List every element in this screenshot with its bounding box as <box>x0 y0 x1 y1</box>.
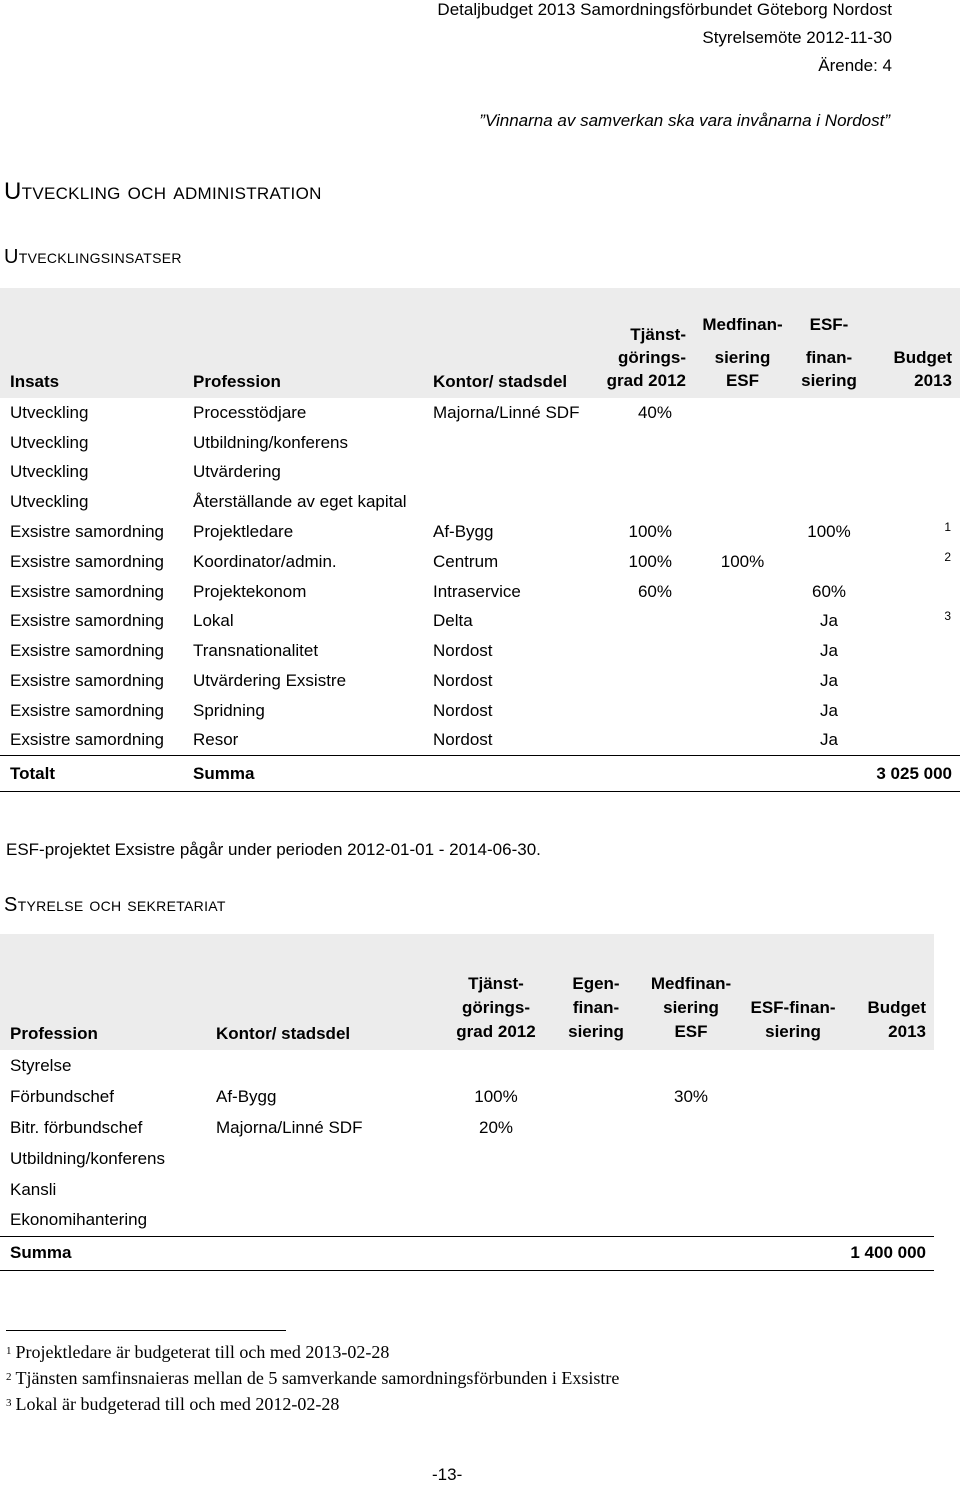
cell-esf-finansiering <box>744 1050 842 1081</box>
cell-profession: Processtödjare <box>193 402 307 422</box>
col-tjanst-line: görings- <box>462 998 530 1017</box>
cell-esf-finansiering <box>785 547 873 577</box>
col-egen-line: Egen- <box>572 974 620 993</box>
cell-medfinansiering: 30% <box>673 1086 709 1106</box>
total-summa: Summa <box>183 756 423 792</box>
cell-tjanstgoringsgrad <box>593 607 700 637</box>
cell-profession: Styrelse <box>10 1055 72 1075</box>
table-row <box>0 487 960 517</box>
cell-kontor <box>423 458 593 488</box>
cell-profession: Bitr. förbundschef <box>10 1117 143 1137</box>
cell-kontor <box>208 1050 438 1081</box>
col-tjanst-line: Tjänst- <box>630 325 686 344</box>
cell-tjanstgoringsgrad <box>593 666 700 696</box>
col-medfin-line: ESF <box>674 1022 708 1041</box>
cell-insats: Exsistre samordning <box>10 551 165 571</box>
cell-egenfinansiering <box>554 1205 638 1236</box>
col-egenfinansiering <box>554 934 638 1050</box>
cell-insats: Exsistre samordning <box>10 581 165 601</box>
cell-profession: Transnationalitet <box>193 641 319 661</box>
cell-profession: Kansli <box>10 1179 57 1199</box>
cell-profession: Projektekonom <box>193 581 307 601</box>
section-title: Utveckling och administration <box>4 178 322 205</box>
footnote-divider <box>6 1330 286 1331</box>
table-row <box>0 696 960 726</box>
cell-tjanstgoringsgrad <box>438 1050 554 1081</box>
cell-budget <box>873 577 960 607</box>
cell-kontor: Majorna/Linné SDF <box>216 1117 363 1137</box>
cell-tjanstgoringsgrad <box>593 487 700 517</box>
total-row <box>0 1236 934 1270</box>
cell-kontor <box>208 1174 438 1205</box>
cell-budget <box>873 428 960 458</box>
styrelse-table <box>0 934 934 1271</box>
col-budget-line: Budget <box>867 998 926 1017</box>
cell-tjanstgoringsgrad: 20% <box>478 1117 514 1137</box>
cell-budget <box>873 458 960 488</box>
footnote-number: 2 <box>6 1371 12 1383</box>
cell-medfinansiering <box>638 1050 744 1081</box>
footnote-2 <box>6 1368 619 1389</box>
cell-kontor: Centrum <box>433 551 499 571</box>
table-row <box>0 1174 934 1205</box>
cell-tjanstgoringsgrad: 100% <box>474 1086 518 1106</box>
cell-egenfinansiering <box>554 1112 638 1143</box>
cell-esf-finansiering <box>785 398 873 428</box>
col-medfinansiering-esf <box>638 934 744 1050</box>
header-item: Ärende: 4 <box>818 56 892 75</box>
footnote-1 <box>6 1342 389 1363</box>
cell-tjanstgoringsgrad <box>593 636 700 666</box>
cell-tjanstgoringsgrad <box>593 458 700 488</box>
col-medfin-line: siering <box>714 348 771 367</box>
col-medfin-line: Medfinan- <box>702 315 783 334</box>
footnote-3 <box>6 1394 339 1415</box>
col-esf-finansiering <box>785 288 873 398</box>
cell-profession: Återställande av eget kapital <box>193 492 407 512</box>
col-kontor: Kontor/ stadsdel <box>216 1024 351 1043</box>
cell-profession: Utvärdering <box>193 462 281 482</box>
cell-tjanstgoringsgrad <box>593 726 700 756</box>
cell-medfinansiering <box>638 1205 744 1236</box>
cell-esf-finansiering <box>785 487 873 517</box>
col-profession: Profession <box>193 372 281 391</box>
col-medfin-line: siering <box>663 998 719 1017</box>
cell-profession: Förbundschef <box>10 1086 114 1106</box>
table-row <box>0 428 960 458</box>
col-esffin-line: ESF-finan- <box>750 998 836 1017</box>
col-kontor: Kontor/ stadsdel <box>433 372 568 391</box>
cell-medfinansiering: 100% <box>720 551 765 571</box>
cell-kontor: Intraservice <box>433 581 521 601</box>
cell-medfinansiering <box>700 666 785 696</box>
col-esf-finansiering <box>744 934 842 1050</box>
cell-profession: Projektledare <box>193 522 294 542</box>
cell-budget <box>842 1143 934 1174</box>
cell-tjanstgoringsgrad: 100% <box>628 551 672 571</box>
cell-kontor: Nordost <box>433 730 493 750</box>
cell-medfinansiering <box>700 458 785 488</box>
total-row <box>0 756 960 792</box>
cell-kontor: Majorna/Linné SDF <box>433 402 580 422</box>
col-esffin-line: finan- <box>805 348 853 367</box>
cell-medfinansiering <box>700 398 785 428</box>
cell-budget <box>842 1112 934 1143</box>
col-tjanst-line: grad 2012 <box>606 371 686 390</box>
cell-budget <box>842 1174 934 1205</box>
cell-kontor: Delta <box>433 611 473 631</box>
footnote-mark: 3 <box>944 609 951 623</box>
table-row <box>0 666 960 696</box>
header-meeting: Styrelsemöte 2012-11-30 <box>702 28 892 47</box>
cell-tjanstgoringsgrad <box>593 696 700 726</box>
cell-insats: Utveckling <box>10 462 89 482</box>
project-period-note: ESF-projektet Exsistre pågår under perioden 2012-01-01 - 2014-06-30. <box>6 840 541 859</box>
utvecklingsinsatser-table <box>0 288 960 792</box>
cell-esf-finansiering <box>785 458 873 488</box>
page-number: -13- <box>432 1465 463 1484</box>
col-budget-line: Budget <box>893 348 952 367</box>
cell-insats: Exsistre samordning <box>10 641 165 661</box>
cell-medfinansiering <box>638 1174 744 1205</box>
cell-egenfinansiering <box>554 1174 638 1205</box>
col-esffin-line: ESF- <box>809 315 849 334</box>
cell-kontor <box>208 1143 438 1174</box>
cell-budget <box>842 1050 934 1081</box>
table-row <box>0 726 960 756</box>
cell-egenfinansiering <box>554 1081 638 1112</box>
cell-kontor: Nordost <box>433 641 493 661</box>
col-budget-line: 2013 <box>888 1022 926 1041</box>
total-value: 3 025 000 <box>785 756 960 792</box>
col-tjanst-line: görings- <box>618 348 686 367</box>
cell-insats: Utveckling <box>10 432 89 452</box>
cell-profession: Resor <box>193 730 239 750</box>
cell-esf-finansiering: Ja <box>820 671 838 691</box>
col-medfinansiering-esf <box>700 288 785 398</box>
cell-esf-finansiering: Ja <box>820 641 838 661</box>
col-budget-line: 2013 <box>914 371 952 390</box>
cell-tjanstgoringsgrad <box>438 1205 554 1236</box>
col-esffin-line: siering <box>801 371 857 390</box>
cell-budget <box>873 726 960 756</box>
cell-profession: Utbildning/konferens <box>193 432 348 452</box>
total-summa: Summa <box>0 1236 208 1270</box>
cell-kontor: Af-Bygg <box>433 522 494 542</box>
cell-budget <box>873 398 960 428</box>
footnote-text: Projektledare är budgeterat till och med 2013-02-28 <box>15 1342 390 1362</box>
table-row <box>0 607 960 637</box>
cell-kontor: Af-Bygg <box>216 1086 277 1106</box>
table-row <box>0 577 960 607</box>
cell-kontor <box>423 428 593 458</box>
cell-esf-finansiering: Ja <box>820 700 838 720</box>
col-medfin-line: Medfinan- <box>650 974 732 993</box>
cell-medfinansiering <box>638 1143 744 1174</box>
cell-egenfinansiering <box>554 1050 638 1081</box>
total-value: 1 400 000 <box>842 1236 934 1270</box>
cell-insats: Exsistre samordning <box>10 522 165 542</box>
cell-kontor: Nordost <box>433 700 493 720</box>
cell-esf-finansiering <box>744 1112 842 1143</box>
cell-insats: Utveckling <box>10 402 89 422</box>
table-header-row <box>0 934 934 1050</box>
cell-budget <box>873 666 960 696</box>
subsection-title-utvecklingsinsatser: Utvecklingsinsatser <box>4 246 182 268</box>
table-row <box>0 1205 934 1236</box>
col-tjanst-line: Tjänst- <box>468 974 524 993</box>
cell-medfinansiering <box>700 636 785 666</box>
total-label: Totalt <box>0 756 183 792</box>
cell-insats: Exsistre samordning <box>10 611 165 631</box>
cell-profession: Spridning <box>193 700 265 720</box>
cell-medfinansiering <box>700 726 785 756</box>
cell-budget <box>873 487 960 517</box>
table-row <box>0 1143 934 1174</box>
table-row <box>0 398 960 428</box>
table-row <box>0 1050 934 1081</box>
cell-budget <box>842 1205 934 1236</box>
cell-profession: Utbildning/konferens <box>10 1148 165 1168</box>
cell-esf-finansiering <box>744 1143 842 1174</box>
cell-profession: Utvärdering Exsistre <box>193 671 347 691</box>
cell-tjanstgoringsgrad: 100% <box>628 522 672 542</box>
cell-esf-finansiering <box>785 428 873 458</box>
cell-tjanstgoringsgrad <box>593 428 700 458</box>
col-budget-2013 <box>842 934 934 1050</box>
cell-medfinansiering <box>700 607 785 637</box>
table-header-row <box>0 288 960 398</box>
cell-budget <box>873 696 960 726</box>
cell-insats: Exsistre samordning <box>10 700 165 720</box>
cell-tjanstgoringsgrad: 60% <box>637 581 672 601</box>
cell-insats: Utveckling <box>10 492 89 512</box>
header-title: Detaljbudget 2013 Samordningsförbundet Göteborg Nordost <box>437 0 892 19</box>
cell-kontor <box>423 487 593 517</box>
cell-medfinansiering <box>700 577 785 607</box>
table-row <box>0 636 960 666</box>
header-motto: ”Vinnarna av samverkan ska vara invånarna i Nordost” <box>479 111 890 130</box>
footnote-text: Lokal är budgeterad till och med 2012-02-28 <box>15 1394 340 1414</box>
table-row <box>0 517 960 547</box>
cell-insats: Exsistre samordning <box>10 671 165 691</box>
col-insats: Insats <box>10 372 60 391</box>
cell-medfinansiering <box>700 696 785 726</box>
cell-esf-finansiering: 100% <box>807 522 851 542</box>
col-budget-2013 <box>873 288 960 398</box>
col-tjanstgoringsgrad <box>593 288 700 398</box>
footnote-number: 3 <box>6 1397 12 1409</box>
table-row <box>0 458 960 488</box>
cell-tjanstgoringsgrad <box>438 1174 554 1205</box>
cell-esf-finansiering <box>744 1174 842 1205</box>
footnote-mark: 1 <box>944 520 951 534</box>
col-egen-line: finan- <box>572 998 620 1017</box>
col-tjanst-line: grad 2012 <box>456 1022 536 1041</box>
subsection-title-styrelse: Styrelse och sekretariat <box>4 894 226 916</box>
table-row <box>0 547 960 577</box>
col-medfin-line: ESF <box>725 371 760 390</box>
cell-esf-finansiering: Ja <box>820 730 838 750</box>
cell-budget <box>842 1081 934 1112</box>
cell-profession: Ekonomihantering <box>10 1210 148 1230</box>
footnote-mark: 2 <box>944 550 951 564</box>
cell-profession: Koordinator/admin. <box>193 551 337 571</box>
col-esffin-line: siering <box>765 1022 821 1041</box>
cell-medfinansiering <box>700 487 785 517</box>
cell-esf-finansiering <box>744 1205 842 1236</box>
table-row <box>0 1112 934 1143</box>
cell-egenfinansiering <box>554 1143 638 1174</box>
footnote-text: Tjänsten samfinsnaieras mellan de 5 samverkande samordningsförbunden i Exsistre <box>15 1368 620 1388</box>
cell-kontor <box>208 1205 438 1236</box>
col-profession: Profession <box>10 1024 98 1043</box>
cell-tjanstgoringsgrad: 40% <box>637 402 672 422</box>
cell-profession: Lokal <box>193 611 234 631</box>
cell-esf-finansiering: Ja <box>820 611 838 631</box>
cell-kontor: Nordost <box>433 671 493 691</box>
cell-insats: Exsistre samordning <box>10 730 165 750</box>
cell-esf-finansiering: 60% <box>811 581 847 601</box>
footnote-number: 1 <box>6 1345 12 1357</box>
cell-budget <box>873 636 960 666</box>
cell-esf-finansiering <box>744 1081 842 1112</box>
col-tjanstgoringsgrad <box>438 934 554 1050</box>
cell-medfinansiering <box>638 1112 744 1143</box>
col-egen-line: siering <box>568 1022 624 1041</box>
table-row <box>0 1081 934 1112</box>
cell-tjanstgoringsgrad <box>438 1143 554 1174</box>
cell-medfinansiering <box>700 428 785 458</box>
cell-medfinansiering <box>700 517 785 547</box>
